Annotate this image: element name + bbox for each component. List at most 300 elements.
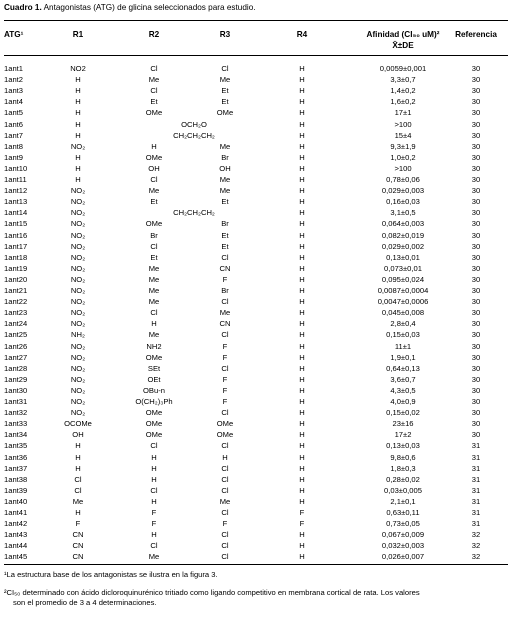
cell-afinidad: 0,28±0,02 — [386, 474, 420, 484]
table-caption-label: Cuadro 1. — [4, 3, 42, 12]
cell-referencia: 30 — [471, 430, 481, 440]
cell-r1: CN — [72, 530, 84, 540]
cell-atg: 1ant43 — [4, 530, 28, 540]
table-row — [0, 63, 512, 74]
cell-afinidad: 4,0±0,9 — [390, 397, 416, 406]
cell-afinidad: 2,8±0,4 — [390, 319, 416, 329]
cell-r3: Cl — [221, 252, 229, 262]
cell-r1: H — [75, 97, 81, 107]
cell-afinidad: 9,3±1,9 — [390, 141, 416, 151]
cell-r4: H — [299, 363, 305, 373]
cell-r1: NO₂ — [70, 408, 86, 418]
table-row — [0, 352, 512, 363]
cell-afinidad: 3,6±0,7 — [390, 374, 416, 384]
cell-referencia: 30 — [471, 152, 481, 162]
cell-atg: 1ant3 — [4, 86, 24, 96]
table-row — [0, 341, 512, 352]
cell-r1: H — [75, 86, 81, 96]
cell-afinidad: >100 — [394, 119, 412, 129]
cell-r4: H — [299, 352, 305, 362]
cell-r1: NO₂ — [70, 230, 86, 240]
cell-r2: Et — [150, 197, 158, 207]
cell-r1: NO₂ — [70, 197, 86, 207]
cell-atg: 1ant18 — [4, 252, 28, 262]
cell-referencia: 30 — [471, 97, 481, 107]
cell-r1: H — [75, 508, 81, 517]
footnote-1: ¹La estructura base de los antagonistas se ilustra en la figura 3. — [4, 570, 218, 579]
cell-referencia: 30 — [471, 385, 481, 395]
cell-r1: NO₂ — [70, 385, 86, 395]
cell-r3: Cl — [221, 530, 229, 540]
cell-r1: NO₂ — [70, 341, 86, 351]
cell-afinidad: 1,9±0,1 — [390, 352, 416, 362]
cell-r2: SEt — [147, 363, 161, 373]
cell-r2: Cl — [150, 241, 158, 251]
cell-r1: H — [75, 75, 81, 85]
cell-referencia: 31 — [471, 496, 481, 506]
table-row — [0, 263, 512, 274]
cell-r4: H — [299, 297, 305, 307]
cell-referencia: 30 — [471, 175, 481, 184]
table-row — [0, 396, 512, 407]
header-afinidad: Afinidad (CI₅₀ uM)² — [366, 30, 440, 39]
cell-r4: H — [299, 97, 305, 107]
table-row — [0, 152, 512, 163]
cell-atg: 1ant44 — [4, 541, 28, 551]
cell-r1: H — [75, 452, 81, 462]
cell-r2: Cl — [150, 485, 158, 495]
table-row — [0, 529, 512, 540]
cell-atg: 1ant17 — [4, 241, 28, 251]
cell-atg: 1ant33 — [4, 419, 28, 429]
cell-r4: H — [299, 208, 305, 218]
table-row — [0, 241, 512, 252]
cell-r3: Cl — [221, 330, 229, 340]
cell-r2: Et — [150, 97, 158, 107]
table-row — [0, 96, 512, 107]
cell-r3: Cl — [221, 363, 229, 373]
cell-referencia: 30 — [471, 286, 481, 295]
cell-afinidad: 0,026±0,007 — [381, 552, 425, 562]
cell-referencia: 31 — [471, 508, 481, 517]
cell-atg: 1ant35 — [4, 441, 28, 451]
cell-r3: F — [222, 519, 228, 529]
cell-referencia: 31 — [471, 474, 481, 484]
table-row — [0, 418, 512, 429]
cell-referencia: 30 — [471, 319, 481, 329]
cell-referencia: 30 — [471, 141, 481, 151]
cell-r2: Me — [148, 263, 160, 273]
cell-atg: 1ant1 — [4, 64, 24, 73]
cell-atg: 1ant7 — [4, 130, 24, 140]
top-rule — [4, 20, 508, 21]
table-row — [0, 163, 512, 174]
table-row — [0, 196, 512, 207]
cell-afinidad: 1,6±0,2 — [390, 97, 416, 107]
cell-r4: H — [299, 319, 305, 329]
header-r4: R4 — [296, 30, 308, 39]
table-row — [0, 463, 512, 474]
table-row — [0, 551, 512, 562]
cell-r2: OBu-n — [143, 385, 165, 395]
cell-r4: H — [299, 274, 305, 284]
cell-r1: NO₂ — [70, 308, 86, 318]
cell-r2: Me — [148, 552, 160, 562]
cell-r1: NH₂ — [71, 330, 85, 340]
cell-afinidad: 3,3±0,7 — [390, 75, 416, 85]
cell-r2: OMe — [145, 430, 163, 440]
header-referencia: Referencia — [455, 30, 497, 39]
cell-r4: H — [299, 374, 305, 384]
cell-afinidad: 11±1 — [394, 341, 412, 351]
cell-referencia: 30 — [471, 341, 481, 351]
cell-atg: 1ant37 — [4, 463, 28, 473]
cell-referencia: 32 — [471, 530, 481, 540]
cell-referencia: 30 — [471, 408, 481, 418]
cell-referencia: 31 — [471, 519, 481, 529]
cell-r4: H — [299, 75, 305, 85]
cell-r1: Cl — [74, 474, 82, 484]
cell-r3: Me — [219, 308, 231, 318]
cell-r1: NO₂ — [70, 397, 86, 406]
cell-referencia: 30 — [471, 163, 481, 173]
cell-atg: 1ant28 — [4, 363, 28, 373]
cell-r2: H — [151, 496, 157, 506]
cell-r3: OMe — [216, 108, 234, 118]
cell-r4: F — [299, 508, 305, 517]
cell-atg: 1ant25 — [4, 330, 28, 340]
cell-r1: Cl — [74, 485, 82, 495]
cell-r1: Me — [72, 496, 84, 506]
cell-r3: Cl — [221, 552, 229, 562]
cell-r2: Me — [148, 286, 160, 295]
cell-r4: H — [299, 541, 305, 551]
cell-r3: Et — [221, 197, 229, 207]
cell-r1: NO₂ — [70, 252, 86, 262]
cell-referencia: 30 — [471, 374, 481, 384]
cell-r2: OMe — [145, 419, 163, 429]
cell-r3: Br — [221, 219, 229, 229]
cell-r3: F — [222, 341, 228, 351]
cell-r1: CN — [72, 541, 84, 551]
cell-r1: NO₂ — [70, 319, 86, 329]
cell-afinidad: 0,073±0,01 — [384, 263, 422, 273]
table-row — [0, 185, 512, 196]
cell-r3: Et — [221, 86, 229, 96]
cell-referencia: 30 — [471, 330, 481, 340]
cell-r3: Cl — [221, 64, 229, 73]
cell-afinidad: 4,3±0,5 — [390, 385, 416, 395]
cell-afinidad: 0,0059±0,001 — [379, 64, 427, 73]
cell-atg: 1ant31 — [4, 397, 28, 406]
table-row — [0, 307, 512, 318]
cell-afinidad: 1,0±0,2 — [390, 152, 416, 162]
cell-r4: H — [299, 197, 305, 207]
footnote-2-line1: ²CI₅₀ determinado con ácido dicloroquinurénico tritiado como ligando competitivo en membrana cortical de rata. Los valores — [4, 588, 420, 597]
cell-r2-r3-span: CH₂CH₂CH₂ — [173, 208, 215, 218]
cell-r3: Et — [221, 241, 229, 251]
cell-atg: 1ant45 — [4, 552, 28, 562]
cell-r1: NO₂ — [70, 263, 86, 273]
cell-atg: 1ant27 — [4, 352, 28, 362]
cell-r3: CN — [219, 319, 231, 329]
cell-atg: 1ant34 — [4, 430, 28, 440]
cell-referencia: 32 — [471, 552, 481, 562]
table-row — [0, 485, 512, 496]
cell-referencia: 31 — [471, 441, 481, 451]
cell-r3: Et — [221, 97, 229, 107]
cell-r1: H — [75, 175, 81, 184]
cell-r2: OMe — [145, 352, 163, 362]
cell-atg: 1ant38 — [4, 474, 28, 484]
cell-r1: OH — [72, 430, 84, 440]
cell-r2: Me — [148, 186, 160, 196]
cell-r4: H — [299, 230, 305, 240]
cell-r1: H — [75, 130, 81, 140]
cell-atg: 1ant13 — [4, 197, 28, 207]
cell-referencia: 31 — [471, 452, 481, 462]
cell-r1: NO₂ — [70, 208, 86, 218]
cell-afinidad: 0,13±0,01 — [386, 252, 420, 262]
cell-r4: H — [299, 152, 305, 162]
cell-afinidad: 2,1±0,1 — [390, 496, 416, 506]
cell-r3: Cl — [221, 441, 229, 451]
cell-r1: NO₂ — [70, 352, 86, 362]
cell-r4: H — [299, 252, 305, 262]
cell-afinidad: 0,029±0,003 — [381, 186, 425, 196]
cell-r2: Cl — [150, 308, 158, 318]
cell-referencia: 30 — [471, 86, 481, 96]
cell-afinidad: 0,082±0,019 — [381, 230, 425, 240]
cell-referencia: 30 — [471, 419, 481, 429]
cell-r2: Br — [150, 230, 158, 240]
table-row — [0, 107, 512, 118]
header-afinidad-stat: X̄±DE — [392, 41, 414, 50]
cell-r2: Et — [150, 252, 158, 262]
cell-atg: 1ant2 — [4, 75, 24, 85]
table-row — [0, 452, 512, 463]
footnote-2-line2: son el promedio de 3 a 4 determinaciones. — [13, 598, 157, 607]
cell-afinidad: 0,73±0,05 — [386, 519, 420, 529]
cell-r1: OCOMe — [64, 419, 92, 429]
table-row — [0, 429, 512, 440]
cell-r1: NO₂ — [70, 241, 86, 251]
cell-referencia: 30 — [471, 263, 481, 273]
cell-r3: F — [222, 397, 228, 406]
table-row — [0, 230, 512, 241]
cell-r2: OMe — [145, 408, 163, 418]
cell-r2: H — [151, 452, 157, 462]
cell-r4: H — [299, 263, 305, 273]
cell-r3: Me — [219, 175, 231, 184]
cell-r4: H — [299, 241, 305, 251]
cell-r2: H — [151, 474, 157, 484]
table-caption-text: Antagonistas (ATG) de glicina seleccionados para estudio. — [41, 3, 256, 12]
cell-afinidad: 0,15±0,03 — [386, 330, 420, 340]
cell-r4: H — [299, 219, 305, 229]
table-row — [0, 207, 512, 218]
bottom-rule — [4, 564, 508, 565]
table-row — [0, 518, 512, 529]
table-row — [0, 507, 512, 518]
cell-afinidad: 0,0087±0,0004 — [377, 286, 429, 295]
table-row — [0, 74, 512, 85]
cell-atg: 1ant39 — [4, 485, 28, 495]
cell-referencia: 30 — [471, 75, 481, 85]
cell-atg: 1ant19 — [4, 263, 28, 273]
cell-r2: Cl — [150, 175, 158, 184]
cell-r3: Me — [219, 186, 231, 196]
cell-atg: 1ant41 — [4, 508, 28, 517]
cell-r3: Cl — [221, 485, 229, 495]
cell-r3: Cl — [221, 463, 229, 473]
cell-r1: NO₂ — [70, 274, 86, 284]
cell-afinidad: 0,15±0,02 — [386, 408, 420, 418]
header-r1: R1 — [72, 30, 84, 39]
cell-atg: 1ant26 — [4, 341, 28, 351]
table-row — [0, 252, 512, 263]
cell-referencia: 30 — [471, 363, 481, 373]
cell-referencia: 30 — [471, 208, 481, 218]
cell-afinidad: 15±4 — [394, 130, 412, 140]
cell-r4: H — [299, 119, 305, 129]
cell-r3: OH — [219, 163, 231, 173]
cell-atg: 1ant24 — [4, 319, 28, 329]
cell-r2: OMe — [145, 219, 163, 229]
cell-afinidad: 3,1±0,5 — [390, 208, 416, 218]
cell-r1: F — [75, 519, 81, 529]
cell-r4: H — [299, 441, 305, 451]
cell-r1: H — [75, 463, 81, 473]
cell-r4: H — [299, 341, 305, 351]
cell-atg: 1ant20 — [4, 274, 28, 284]
cell-referencia: 30 — [471, 352, 481, 362]
cell-r4: H — [299, 86, 305, 96]
cell-referencia: 30 — [471, 197, 481, 207]
cell-atg: 1ant32 — [4, 408, 28, 418]
cell-r2: OMe — [145, 152, 163, 162]
cell-r4: H — [299, 308, 305, 318]
cell-r4: H — [299, 286, 305, 295]
cell-afinidad: 0,03±0,005 — [384, 485, 422, 495]
cell-afinidad: 0,16±0,03 — [386, 197, 420, 207]
cell-r2: OEt — [147, 374, 161, 384]
cell-referencia: 30 — [471, 230, 481, 240]
cell-atg: 1ant12 — [4, 186, 28, 196]
cell-r2: Me — [148, 274, 160, 284]
cell-referencia: 30 — [471, 219, 481, 229]
cell-afinidad: 0,63±0,11 — [386, 508, 420, 517]
cell-r4: H — [299, 186, 305, 196]
cell-r4: H — [299, 485, 305, 495]
cell-r1: NO₂ — [70, 297, 86, 307]
cell-afinidad: 0,64±0,13 — [386, 363, 420, 373]
cell-referencia: 30 — [471, 397, 481, 406]
cell-r3: OMe — [216, 430, 234, 440]
cell-atg: 1ant36 — [4, 452, 28, 462]
cell-afinidad: 9,8±0,6 — [390, 452, 416, 462]
cell-r2: OMe — [145, 108, 163, 118]
cell-r1: NO₂ — [70, 374, 86, 384]
cell-r2: Cl — [150, 441, 158, 451]
cell-r3: Cl — [221, 474, 229, 484]
cell-referencia: 30 — [471, 241, 481, 251]
table-caption — [4, 3, 256, 12]
cell-afinidad: >100 — [394, 163, 412, 173]
cell-r1: H — [75, 108, 81, 118]
cell-r4: H — [299, 419, 305, 429]
cell-referencia: 30 — [471, 274, 481, 284]
cell-atg: 1ant9 — [4, 152, 24, 162]
cell-afinidad: 17±2 — [394, 430, 412, 440]
cell-afinidad: 0,067±0,009 — [381, 530, 425, 540]
cell-afinidad: 0,13±0,03 — [386, 441, 420, 451]
header-rule — [4, 55, 508, 56]
cell-afinidad: 0,032±0,003 — [381, 541, 425, 551]
cell-r3: OMe — [216, 419, 234, 429]
table-row — [0, 218, 512, 229]
cell-afinidad: 0,045±0,008 — [381, 308, 425, 318]
cell-atg: 1ant23 — [4, 308, 28, 318]
cell-r1: H — [75, 163, 81, 173]
cell-referencia: 30 — [471, 308, 481, 318]
cell-atg: 1ant42 — [4, 519, 28, 529]
cell-afinidad: 23±16 — [392, 419, 414, 429]
table-row — [0, 85, 512, 96]
cell-r4: H — [299, 552, 305, 562]
table-row — [0, 407, 512, 418]
cell-r4: H — [299, 330, 305, 340]
table-row — [0, 363, 512, 374]
table-row — [0, 174, 512, 185]
cell-atg: 1ant5 — [4, 108, 24, 118]
header-r3: R3 — [219, 30, 231, 39]
cell-afinidad: 0,095±0,024 — [381, 274, 425, 284]
cell-r3: Me — [219, 141, 231, 151]
cell-r3: Cl — [221, 541, 229, 551]
cell-atg: 1ant10 — [4, 163, 28, 173]
header-r2: R2 — [148, 30, 160, 39]
cell-r4: H — [299, 108, 305, 118]
cell-referencia: 31 — [471, 463, 481, 473]
cell-atg: 1ant29 — [4, 374, 28, 384]
cell-referencia: 30 — [471, 252, 481, 262]
cell-referencia: 30 — [471, 297, 481, 307]
cell-referencia: 30 — [471, 130, 481, 140]
cell-atg: 1ant30 — [4, 385, 28, 395]
cell-r3: Cl — [221, 297, 229, 307]
cell-atg: 1ant15 — [4, 219, 28, 229]
table-row — [0, 318, 512, 329]
cell-r3: F — [222, 374, 228, 384]
table-row — [0, 296, 512, 307]
cell-r4: F — [299, 519, 305, 529]
cell-r4: H — [299, 430, 305, 440]
table-row — [0, 119, 512, 130]
cell-atg: 1ant16 — [4, 230, 28, 240]
cell-r3: F — [222, 385, 228, 395]
cell-r3: Et — [221, 230, 229, 240]
cell-r2: Cl — [150, 86, 158, 96]
cell-r2: H — [151, 463, 157, 473]
cell-r1: CN — [72, 552, 84, 562]
table-row — [0, 540, 512, 551]
cell-r4: H — [299, 397, 305, 406]
table-row — [0, 329, 512, 340]
cell-atg: 1ant22 — [4, 297, 28, 307]
cell-afinidad: 1,4±0,2 — [390, 86, 416, 96]
cell-r3: Me — [219, 75, 231, 85]
